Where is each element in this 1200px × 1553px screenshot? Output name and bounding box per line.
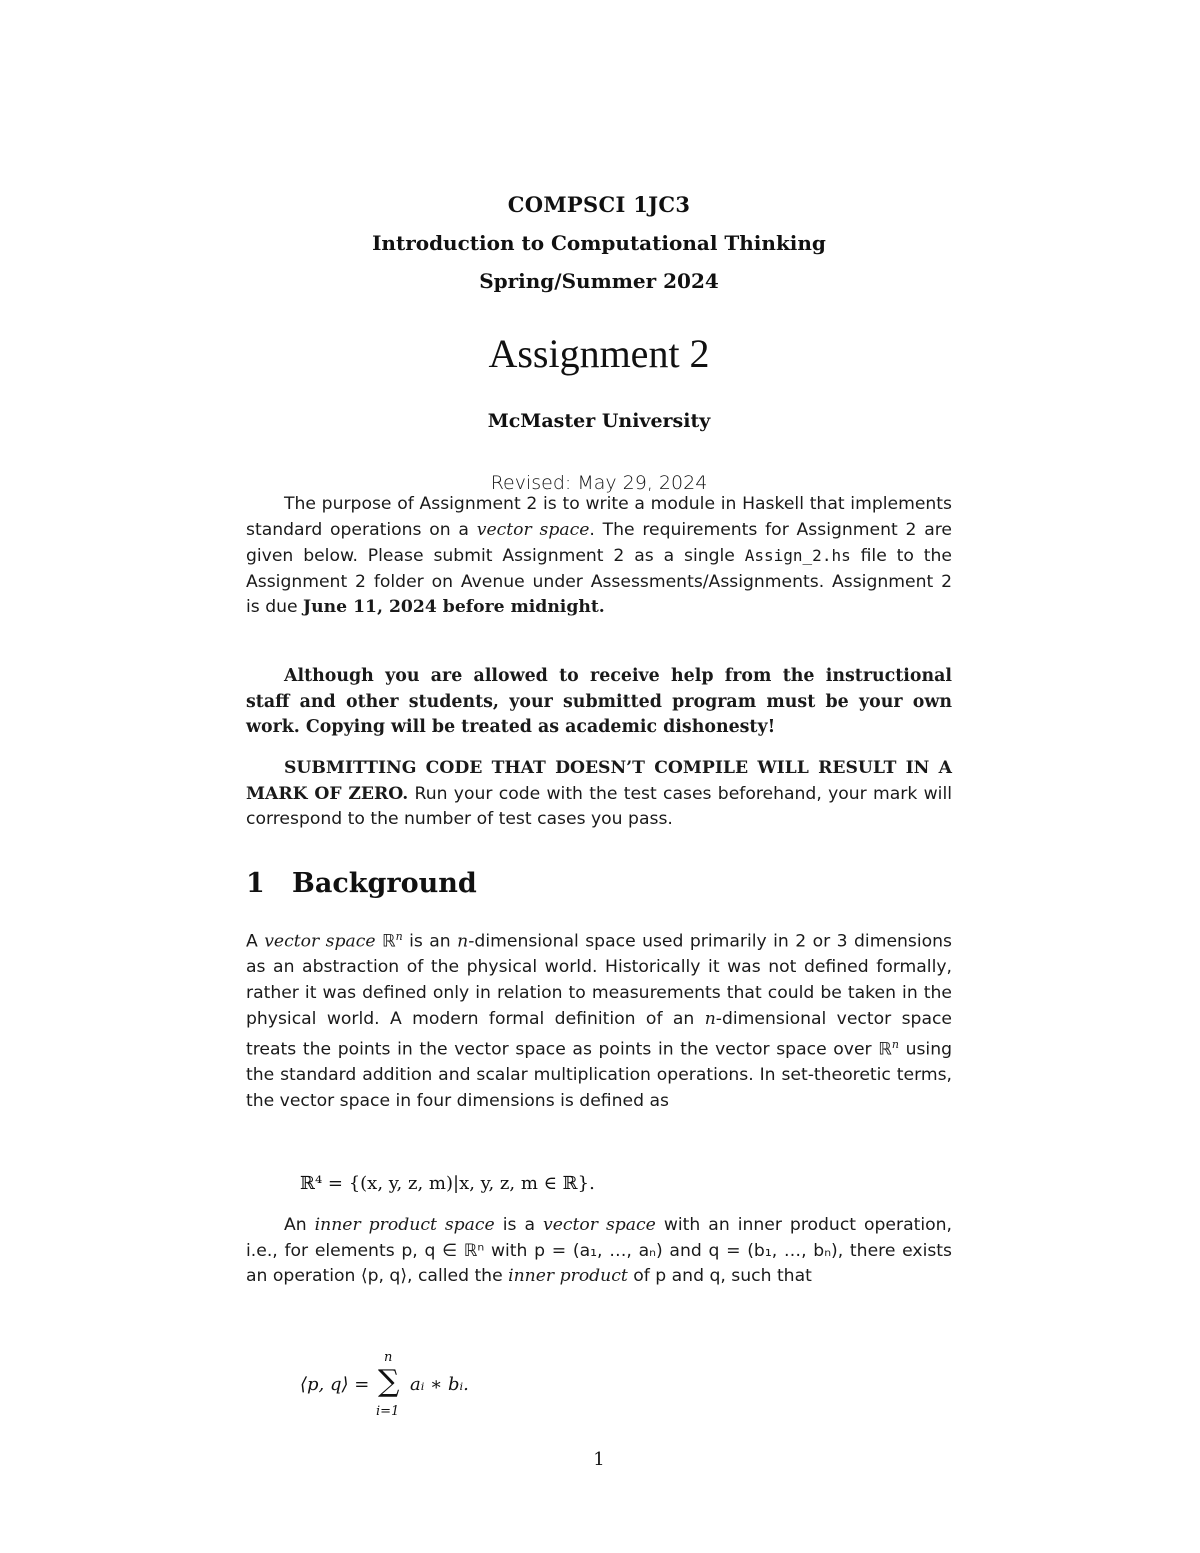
revised-date: Revised: May 29, 2024 (490, 472, 708, 494)
text-span: -dimensional vector space treats the points in the vector space as points in the vector space over ℝ (246, 1008, 952, 1060)
section-heading-background (246, 868, 952, 899)
emphasis-inner-product: inner product (508, 1266, 628, 1287)
document-page (246, 0, 952, 1553)
section-title: Background (292, 868, 477, 899)
text-span: . (598, 597, 605, 618)
superscript: n (891, 1038, 899, 1052)
assignment-title: Assignment 2 (488, 331, 710, 376)
text-span: ℝ (375, 931, 396, 952)
section-number: 1 (246, 868, 265, 899)
text-span: is an (402, 931, 458, 952)
intro-paragraph-purpose (246, 492, 952, 621)
text-span: A (246, 931, 265, 952)
text-span: The purpose of Assignment 2 is to write a module in Haskell that implements standard operations on a (246, 494, 952, 540)
equation-r4-definition: ℝ⁴ = {(x, y, z, m)|x, y, z, m ∈ ℝ}. (300, 1173, 595, 1194)
emphasis-inner-product-space: inner product space (314, 1215, 495, 1235)
course-code: COMPSCI 1JC3 (507, 192, 691, 217)
equation-inner-product (300, 1350, 600, 1426)
emphasis-vector-space: vector space (264, 931, 376, 952)
sum-lower-limit: i=1 (376, 1404, 400, 1419)
math-var: n (704, 1008, 716, 1029)
text-span: with an inner product operation, i.e., for elements p, q ∈ ℝⁿ with p = (a₁, …, aₙ) and q = (b₁, …, bₙ), there exists an operation ⟨p, q⟩, called the (246, 1215, 952, 1287)
text-span: -dimensional space used primarily in 2 or 3 dimensions as an abstraction of the physical world. Historically it was not defined formally, rather it was defined only in relation to measurements that could be taken in the physical world. A modern formal definition of an (246, 931, 953, 1029)
sum-upper-limit: n (384, 1350, 393, 1365)
due-date: June 11, 2024 before midnight (303, 597, 599, 618)
background-paragraph (246, 924, 952, 1115)
text-span: file to the Assignment 2 folder on Avenue under Assessments/Assignments. Assignment 2 is due (246, 546, 952, 618)
filename: Assign_2.hs (744, 546, 851, 566)
intro-paragraph-honesty: Although you are allowed to receive help from the instructional staff and other students, your submitted program must be your own work. Copying will be treated as academic dishonesty! (246, 666, 952, 738)
compile-warning: SUBMITTING CODE THAT DOESN’T COMPILE WILL RESULT IN A MARK OF ZERO. (246, 758, 952, 804)
inner-product-paragraph (246, 1213, 952, 1290)
page-number: 1 (593, 1449, 605, 1470)
text-span: using the standard addition and scalar multiplication operations. In set-theoretic terms, the vector space in four dimensions is defined as (246, 1039, 952, 1112)
emphasis-vector-space: vector space (542, 1215, 656, 1235)
math-var: n (457, 931, 469, 952)
text-span: . The requirements for Assignment 2 are given below. Please submit Assignment 2 as a single (246, 519, 953, 567)
emphasis-vector-space: vector space (476, 519, 590, 540)
university: McMaster University (487, 410, 711, 432)
course-name: Introduction to Computational Thinking (372, 231, 826, 255)
text-span: of p and q, such that (627, 1266, 812, 1287)
sum-sign: ∑ (378, 1364, 400, 1399)
text-span: Run your code with the test cases beforehand, your mark will correspond to the number of test cases you pass. (246, 783, 952, 830)
equation-lhs: ⟨p, q⟩ = (300, 1374, 370, 1395)
equation-rhs: aᵢ ∗ bᵢ. (410, 1374, 469, 1395)
intro-paragraph-compile-warning (246, 756, 952, 833)
text-span: An (284, 1215, 315, 1235)
term: Spring/Summer 2024 (479, 269, 719, 293)
text-span: is a (494, 1215, 543, 1235)
superscript: n (395, 930, 403, 943)
